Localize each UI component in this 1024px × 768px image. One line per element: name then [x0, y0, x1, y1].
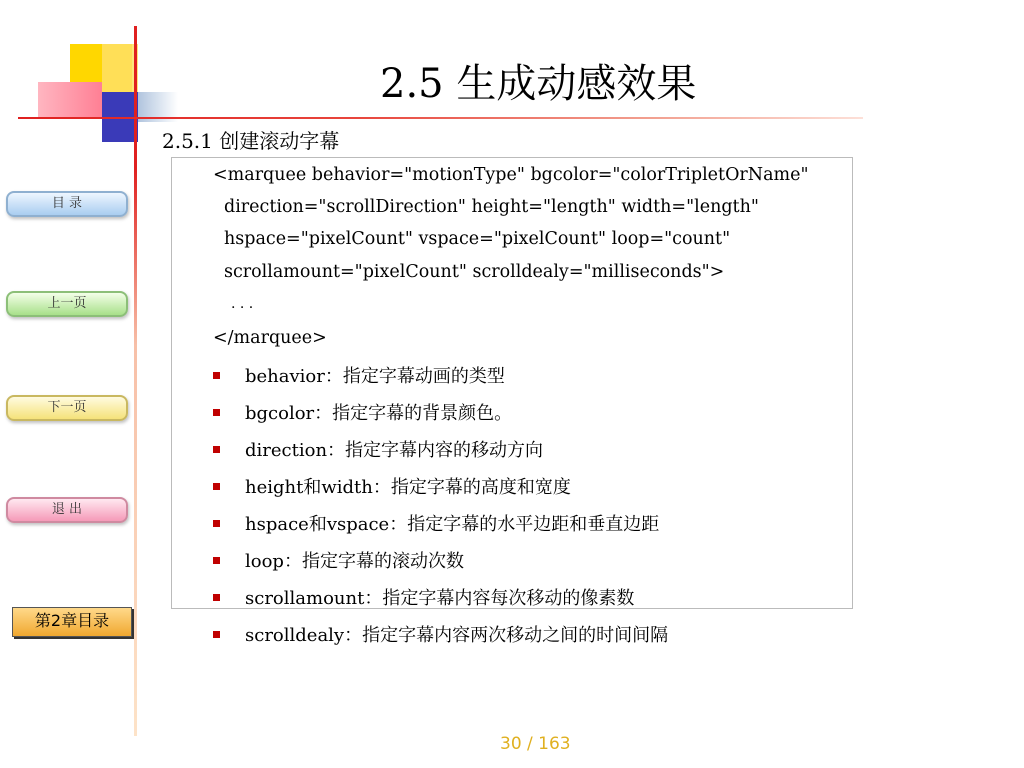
list-item [213, 436, 543, 462]
list-item-text: direction：指定字幕内容的移动方向 [245, 440, 544, 461]
bullet-square-icon [213, 446, 220, 453]
list-item-text: scrollamount：指定字幕内容每次移动的像素数 [245, 588, 635, 609]
toc-button[interactable]: 目 录 [6, 191, 128, 217]
list-item-text: scrolldealy：指定字幕内容两次移动之间的时间间隔 [245, 625, 669, 646]
decor-yellow-block-2 [102, 44, 138, 92]
bullet-square-icon [213, 483, 220, 490]
section-subtitle: 2.5.1 创建滚动字幕 [162, 129, 340, 153]
code-line: </marquee> [213, 328, 327, 348]
code-line: <marquee behavior="motionType" bgcolor="colorTripletOrName" [213, 165, 809, 185]
bullet-square-icon [213, 409, 220, 416]
list-item [213, 621, 668, 647]
bullet-square-icon [213, 372, 220, 379]
list-item-text: height和width：指定字幕的高度和宽度 [245, 477, 571, 498]
list-item [213, 362, 505, 388]
bullet-square-icon [213, 520, 220, 527]
decor-vertical-line [134, 26, 137, 736]
code-line: hspace="pixelCount" vspace="pixelCount" loop="count" [224, 229, 731, 249]
list-item [213, 473, 571, 499]
list-item-text: behavior：指定字幕动画的类型 [245, 366, 505, 387]
exit-button[interactable]: 退 出 [6, 497, 128, 523]
code-line: direction="scrollDirection" height="length" width="length" [224, 197, 759, 217]
decor-pink-block [38, 82, 102, 118]
next-page-button[interactable]: 下一页 [6, 395, 128, 421]
bullet-square-icon [213, 557, 220, 564]
bullet-square-icon [213, 594, 220, 601]
list-item [213, 510, 659, 536]
list-item-text: hspace和vspace：指定字幕的水平边距和垂直边距 [245, 514, 660, 535]
code-line: scrollamount="pixelCount" scrolldealy="milliseconds"> [224, 262, 725, 282]
list-item-text: loop：指定字幕的滚动次数 [245, 551, 464, 572]
page-indicator: 30 / 163 [500, 734, 571, 754]
bullet-square-icon [213, 631, 220, 638]
list-item [213, 584, 634, 610]
list-item [213, 547, 464, 573]
prev-page-button[interactable]: 上一页 [6, 291, 128, 317]
chapter-toc-button[interactable]: 第2章目录 [12, 607, 132, 637]
list-item [213, 399, 512, 425]
slide-title: 2.5 生成动感效果 [380, 61, 697, 107]
decor-horizontal-line [18, 117, 863, 119]
list-item-text: bgcolor：指定字幕的背景颜色。 [245, 403, 513, 424]
code-line: . . . [231, 296, 254, 312]
